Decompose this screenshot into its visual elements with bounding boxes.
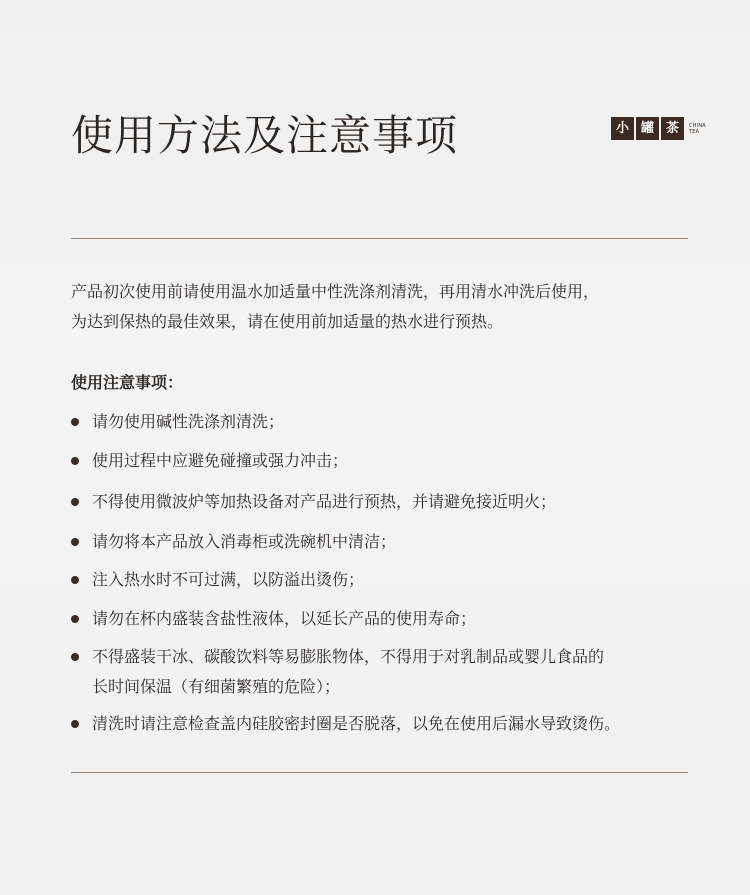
note-text: 不得使用微波炉等加热设备对产品进行预热，并请避免接近明火；	[92, 492, 557, 511]
intro-paragraph	[71, 277, 691, 337]
note-item	[71, 565, 364, 595]
intro-line-2: 为达到保热的最佳效果，请在使用前加适量的热水进行预热。	[71, 312, 504, 331]
note-item	[71, 709, 620, 739]
note-text: 注入热水时不可过满，以防溢出烫伤；	[92, 570, 365, 589]
bullet-icon	[71, 653, 79, 661]
bullet-icon	[71, 418, 79, 426]
logo-subtitle-line-2: TEA	[689, 128, 700, 135]
note-text-line-2: 长时间保温（有细菌繁殖的危险）；	[92, 677, 341, 696]
logo-char-3: 茶	[661, 117, 684, 140]
logo-char-2: 罐	[636, 117, 659, 140]
note-text: 清洗时请注意检查盖内硅胶密封圈是否脱落，以免在使用后漏水导致烫伤。	[92, 714, 621, 733]
note-item	[71, 407, 284, 437]
note-text: 请勿在杯内盛装含盐性液体，以延长产品的使用寿命；	[92, 609, 477, 628]
logo-subtitle-line-1: CHINA	[689, 122, 706, 129]
bullet-icon	[71, 498, 79, 506]
bullet-icon	[71, 576, 79, 584]
intro-line-1: 产品初次使用前请使用温水加适量中性洗涤剂清洗，再用清水冲洗后使用，	[71, 282, 600, 301]
brand-logo	[611, 117, 706, 140]
bullet-icon	[71, 615, 79, 623]
note-item	[71, 604, 476, 634]
note-text: 请勿使用碱性洗涤剂清洗；	[92, 412, 285, 431]
note-text: 请勿将本产品放入消毒柜或洗碗机中清洁；	[92, 532, 397, 551]
note-item	[71, 642, 604, 702]
note-text-line-1: 不得盛装干冰、碳酸饮料等易膨胀物体，不得用于对乳制品或婴儿食品的	[92, 647, 605, 666]
note-item	[71, 446, 348, 476]
bullet-icon	[71, 720, 79, 728]
note-text: 使用过程中应避免碰撞或强力冲击；	[92, 451, 349, 470]
note-item	[71, 527, 396, 557]
logo-char-1: 小	[611, 117, 634, 140]
bullet-icon	[71, 538, 79, 546]
section-title: 使用注意事项：	[71, 373, 184, 392]
logo-subtitle	[689, 123, 706, 135]
bullet-icon	[71, 457, 79, 465]
page-title: 使用方法及注意事项	[71, 111, 459, 160]
bottom-divider	[71, 772, 688, 773]
top-divider	[71, 238, 688, 239]
note-item	[71, 487, 556, 517]
